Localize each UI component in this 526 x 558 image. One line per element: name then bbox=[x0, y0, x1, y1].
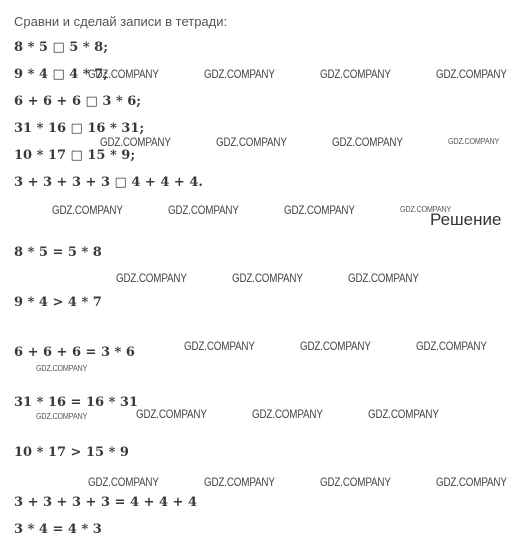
watermark: GDZ.COMPANY bbox=[136, 407, 207, 421]
watermark: GDZ.COMPANY bbox=[216, 135, 287, 149]
watermark: GDZ.COMPANY bbox=[368, 407, 439, 421]
watermark: GDZ.COMPANY bbox=[348, 271, 419, 285]
watermark: GDZ.COMPANY bbox=[168, 203, 239, 217]
watermark: GDZ.COMPANY bbox=[52, 203, 123, 217]
answer-line: 3 + 3 + 3 + 3 = 4 + 4 + 4 bbox=[14, 495, 197, 510]
watermark: GDZ.COMPANY bbox=[416, 339, 487, 353]
task-line: 8 * 5 □ 5 * 8; bbox=[14, 40, 109, 55]
watermark: GDZ.COMPANY bbox=[436, 67, 507, 81]
watermark: GDZ.COMPANY bbox=[232, 271, 303, 285]
watermark: GDZ.COMPANY bbox=[204, 67, 275, 81]
watermark: GDZ.COMPANY bbox=[448, 137, 500, 146]
answer-line: 8 * 5 = 5 * 8 bbox=[14, 245, 102, 260]
intro-text: Сравни и сделай записи в тетради: bbox=[14, 14, 228, 29]
answer-line: 31 * 16 = 16 * 31 bbox=[14, 395, 139, 410]
watermark: GDZ.COMPANY bbox=[284, 203, 355, 217]
watermark: GDZ.COMPANY bbox=[116, 271, 187, 285]
solution-heading: Решение bbox=[430, 210, 502, 229]
answer-line: 10 * 17 > 15 * 9 bbox=[14, 445, 129, 460]
watermark: GDZ.COMPANY bbox=[184, 339, 255, 353]
answer-line: 3 * 4 = 4 * 3 bbox=[14, 522, 102, 537]
task-line: 10 * 17 □ 15 * 9; bbox=[14, 148, 136, 163]
watermark: GDZ.COMPANY bbox=[252, 407, 323, 421]
watermark: GDZ.COMPANY bbox=[436, 475, 507, 489]
task-line: 9 * 4 □ 4 * 7; bbox=[14, 67, 109, 82]
task-line: 6 + 6 + 6 □ 3 * 6; bbox=[14, 94, 142, 109]
watermark: GDZ.COMPANY bbox=[320, 67, 391, 81]
watermark: GDZ.COMPANY bbox=[100, 135, 171, 149]
watermark: GDZ.COMPANY bbox=[36, 412, 88, 421]
watermark: GDZ.COMPANY bbox=[332, 135, 403, 149]
answer-line: 9 * 4 > 4 * 7 bbox=[14, 295, 102, 310]
answer-line: 6 + 6 + 6 = 3 * 6 bbox=[14, 345, 135, 360]
watermark: GDZ.COMPANY bbox=[400, 205, 452, 214]
task-line: 31 * 16 □ 16 * 31; bbox=[14, 121, 145, 136]
watermark: GDZ.COMPANY bbox=[88, 67, 159, 81]
watermark: GDZ.COMPANY bbox=[320, 475, 391, 489]
watermark: GDZ.COMPANY bbox=[88, 475, 159, 489]
watermark: GDZ.COMPANY bbox=[36, 364, 88, 373]
watermark: GDZ.COMPANY bbox=[204, 475, 275, 489]
watermark: GDZ.COMPANY bbox=[300, 339, 371, 353]
task-line: 3 + 3 + 3 + 3 □ 4 + 4 + 4. bbox=[14, 175, 203, 190]
